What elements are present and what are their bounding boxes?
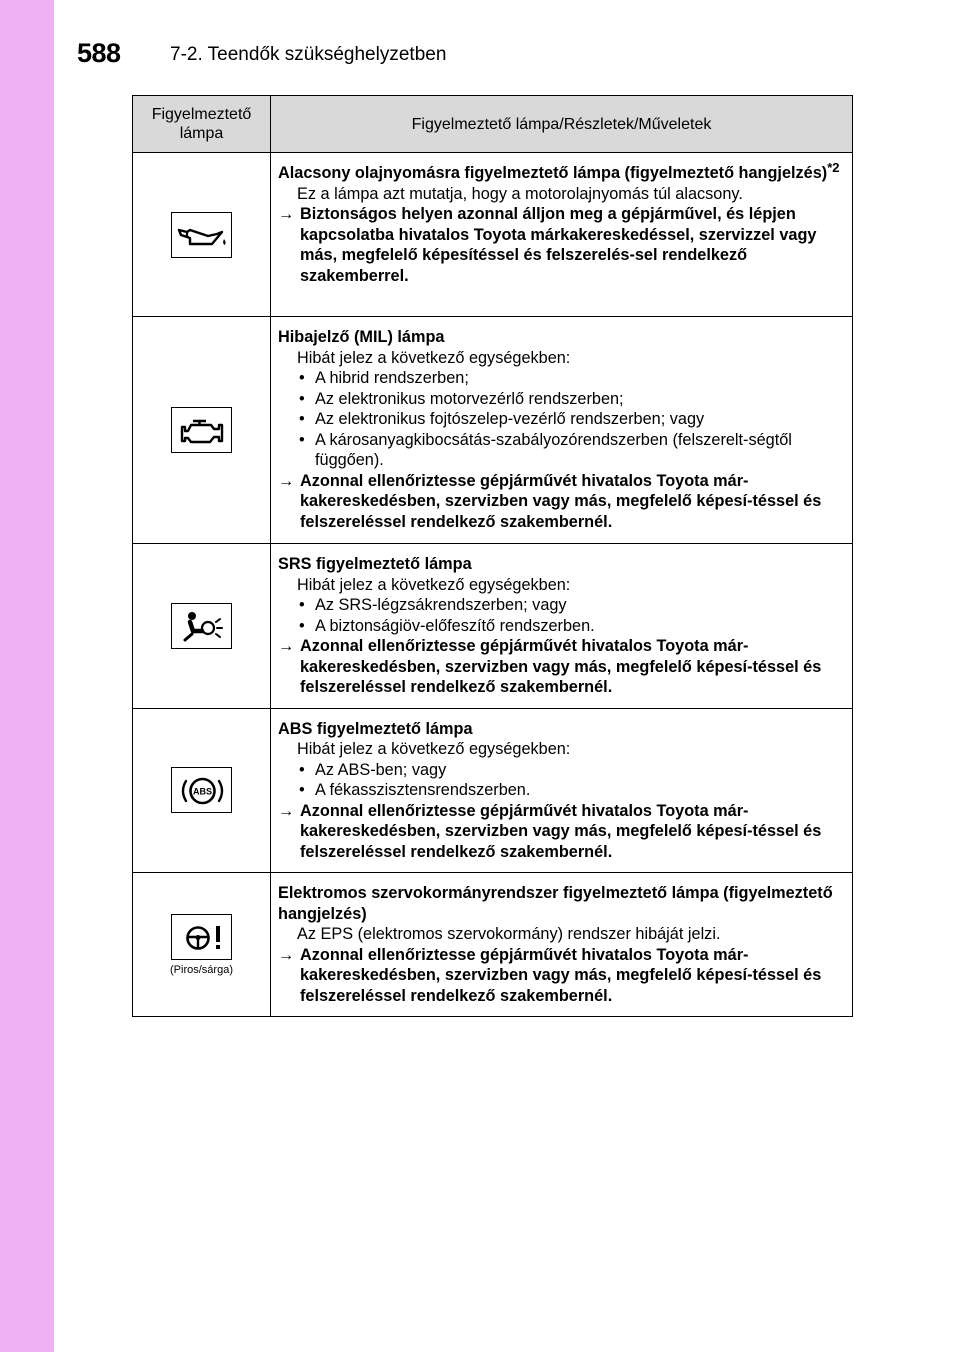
table-row [133,153,853,317]
table-row [133,873,853,1017]
lamp-description: Hibát jelez a következő egységekben: [297,348,571,367]
details-cell [271,873,853,1017]
arrow-icon: → [278,205,295,223]
list-item: • Az elektronikus motorvezérlő rendszerben; [278,389,844,410]
icon-cell [133,708,271,873]
lamp-title: Alacsony olajnyomásra figyelmeztető lámpa (figyelmeztető hangjelzés)$^{*2}$ [278,160,840,182]
lamp-description: Ez a lámpa azt mutatja, hogy a motorolajnyomás túl alacsony. [297,184,743,203]
lamp-title: Hibajelző (MIL) lámpa [278,328,445,346]
footnote-mark: *2 [827,160,840,175]
page-number: 588 [77,38,121,68]
chapter-title: 7-2. Teendők szükséghelyzetben [170,44,447,65]
list-item: • Az elektronikus fojtószelep-vezérlő rendszerben; vagy [278,409,844,430]
icon-cell [133,873,271,1017]
col-header-details: Figyelmeztető lámpa/Részletek/Műveletek [271,96,853,153]
lamp-action: → Azonnal ellenőriztesse gépjárművét hivatalos Toyota már-kakereskedésben, szervizben vagy más, megfelelő képesí-téssel és felszereléssel rendelkező szakembernél. [278,945,822,1005]
lamp-title: ABS figyelmeztető lámpa [278,719,473,738]
lamp-action: → Azonnal ellenőriztesse gépjárművét hivatalos Toyota már-kakereskedésben, szervizben vagy más, megfelelő képesí-téssel és felszereléssel rendelkező szakembernél. [278,637,822,696]
arrow-icon: → [278,471,295,490]
list-item: • A fékasszisztensrendszerben. [278,780,844,801]
details-cell [271,544,853,709]
details-cell [271,317,853,544]
oil-pressure-warning-icon [171,212,232,258]
srs-airbag-icon [171,603,232,649]
warning-lamp-table [132,95,853,1017]
list-item: • Az SRS-légzsákrendszerben; vagy [278,595,844,616]
details-cell [271,708,853,873]
table-row [133,544,853,709]
lamp-action: → Biztonságos helyen azonnal álljon meg a gépjárművel, és lépjen kapcsolatba hivatalos Toyota márkakereskedéssel, szervizzel vagy más, megfelelő képesítéssel és felszerelés-sel rendelkező szakemberrel. [278,205,817,285]
list-item: • A károsanyagkibocsátás-szabályozórendszerben (felszerelt-ségtől függően). [278,430,844,471]
col-header-lamp: Figyelmeztető lámpa [133,96,271,153]
details-cell [271,153,853,317]
lamp-action: → Azonnal ellenőriztesse gépjárművét hivatalos Toyota már-kakereskedésben, szervizben vagy más, megfelelő képesí-téssel és felszereléssel rendelkező szakembernél. [278,801,822,861]
table-row [133,317,853,544]
lamp-description: Az EPS (elektromos szervokormány) rendszer hibáját jelzi. [297,925,721,943]
list-item: • A hibrid rendszerben; [278,368,844,389]
arrow-icon: → [278,801,295,820]
table-header-row [133,96,853,153]
icon-cell [133,317,271,544]
lamp-description: Hibát jelez a következő egységekben: [297,740,571,758]
icon-caption: (Piros/sárga) [170,963,233,976]
eps-steering-warning-icon [171,914,232,960]
abs-icon-label: ABS [192,786,213,797]
arrow-icon: → [278,945,295,964]
lamp-description: Hibát jelez a következő egységekben: [297,575,571,594]
abs-warning-icon [171,767,232,813]
icon-cell [133,153,271,317]
icon-cell [133,544,271,709]
list-item: • Az ABS-ben; vagy [278,760,844,781]
lamp-title: SRS figyelmeztető lámpa [278,555,472,573]
arrow-icon: → [278,637,295,655]
side-color-strip [0,0,54,1352]
check-engine-icon [171,407,232,453]
lamp-title: Elektromos szervokormányrendszer figyelmeztető lámpa (figyelmeztető hangjelzés) [278,884,833,923]
table-row [133,708,853,873]
list-item: • A biztonságiöv-előfeszítő rendszerben. [278,616,844,637]
lamp-action: → Azonnal ellenőriztesse gépjárművét hivatalos Toyota már-kakereskedésben, szervizben vagy más, megfelelő képesí-téssel és felszereléssel rendelkező szakembernél. [278,471,822,531]
